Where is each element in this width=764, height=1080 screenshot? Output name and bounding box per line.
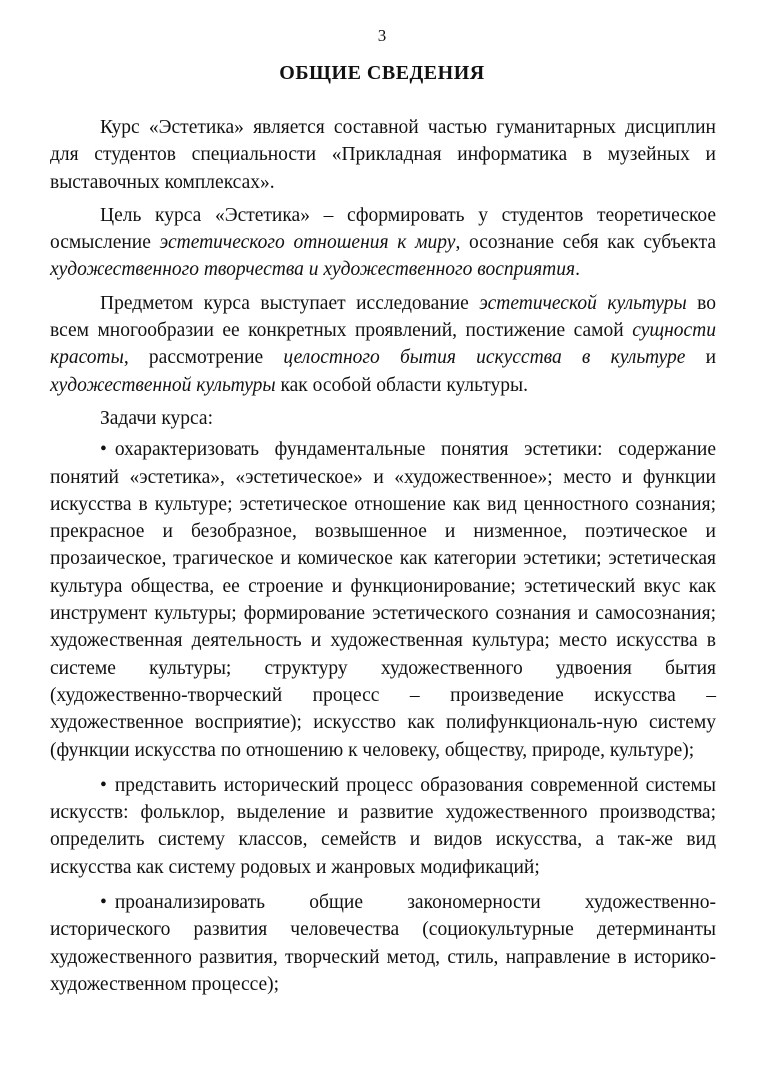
- italic-term: художественного творчества и художественного восприятия: [50, 259, 576, 281]
- text-run: , осознание себя как субъекта: [455, 232, 717, 254]
- text-run: , рассмотрение: [123, 347, 284, 369]
- text-run: и: [685, 347, 717, 369]
- text-run: как особой области культуры.: [275, 374, 529, 396]
- bullet-text: представить исторический процесс образования современной системы искусств: фольклор, выделение и развитие художественного производства; определить систему классов, семейств и видов искусства, а так-же вид искусства как систему родовых и жанровых модификаций;: [50, 774, 716, 878]
- text-run: во всем многообразии ее конкретных проявлений, постижение самой: [50, 292, 716, 342]
- text-run: Предметом курса выступает исследование: [100, 292, 480, 314]
- bullet-icon: •: [100, 774, 107, 796]
- text-run: .: [575, 259, 580, 281]
- bullet-item: [50, 772, 716, 881]
- italic-term: художественной культуры: [50, 374, 276, 396]
- bullet-item: [50, 436, 716, 764]
- document-body: [50, 114, 716, 1006]
- page-number: 3: [377, 26, 387, 45]
- paragraph-goal: [50, 202, 716, 284]
- bullet-icon: •: [100, 892, 107, 914]
- paragraph-intro: Курс «Эстетика» является составной частью гуманитарных дисциплин для студентов специальности «Прикладная информатика в музейных и выставочных комплексах».: [50, 117, 716, 193]
- italic-term: целостного бытия искусства в культуре: [283, 347, 686, 369]
- bullet-text: проанализировать общие закономерности художественно-исторического развития человечества (социокультурные детерминанты художественного развития, творческий метод, стиль, направление в историко-художественном процессе);: [50, 892, 716, 995]
- text-run: Цель курса «Эстетика» – сформировать у студентов теоретическое осмысление: [50, 204, 716, 254]
- tasks-label: Задачи курса:: [100, 407, 214, 429]
- italic-term: сущности красоты: [50, 320, 716, 369]
- bullet-item: [50, 889, 716, 998]
- bullet-text: охарактеризовать фундаментальные понятия эстетики: содержание понятий «эстетика», «эстетическое» и «художественное»; место и функции искусства в культуре; эстетическое отношение как вид ценностного сознания; прекрасное и безобразное, возвышенное и низменное, поэтическое и прозаическое, трагическое и комическое как категории эстетики; эстетическая культура общества, ее строение и функционирование; эстетический вкус как инструмент культуры; формирование эстетического сознания и самосознания; художественная деятельность и художественная культура; место искусства в системе культуры; структуру художественного удвоения бытия (художественно-творческий процесс – произведение искусства – художественное восприятие); искусство как полифункциональ-ную систему (функции искусства по отношению к человеку, обществу, природе, культуре);: [50, 439, 716, 761]
- section-heading: ОБЩИЕ СВЕДЕНИЯ: [279, 62, 485, 84]
- bullet-icon: •: [100, 439, 107, 461]
- italic-term: эстетического отношения к миру: [159, 232, 456, 254]
- italic-term: эстетической культуры: [479, 292, 687, 314]
- paragraph-subject: [50, 290, 716, 399]
